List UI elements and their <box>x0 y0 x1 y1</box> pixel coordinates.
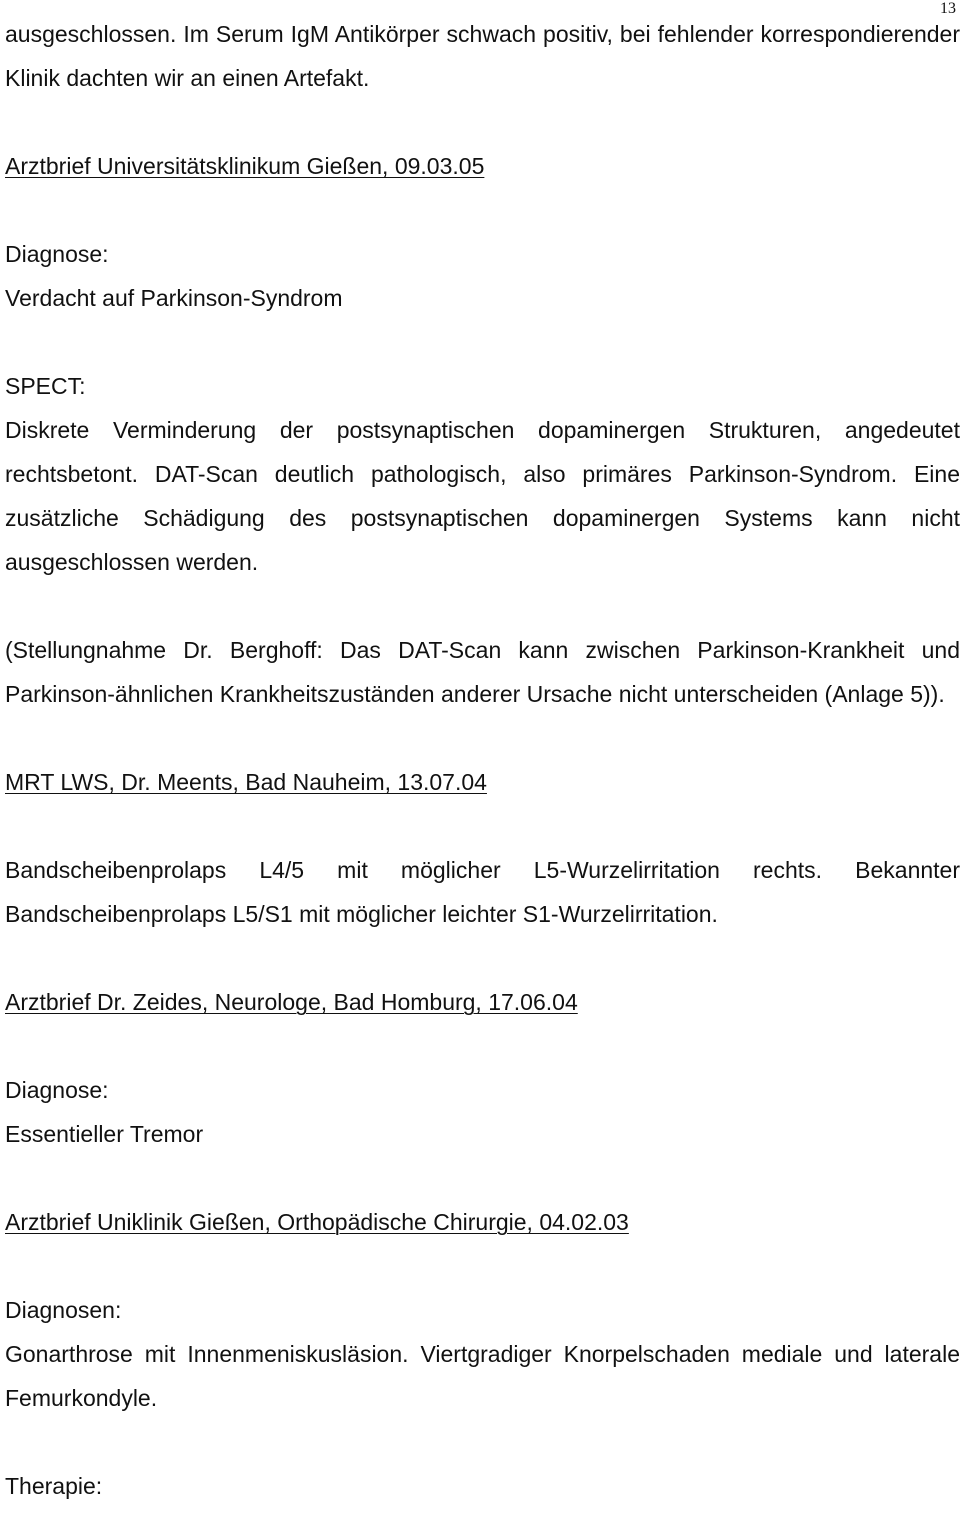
section-heading-giessen-2005: Arztbrief Universitätsklinikum Gießen, 09.03.05 <box>5 153 485 179</box>
page-number: 13 <box>940 0 956 17</box>
section-heading-mrt-lws: MRT LWS, Dr. Meents, Bad Nauheim, 13.07.04 <box>5 769 487 795</box>
zeides-diagnose-label: Diagnose: <box>5 1077 109 1103</box>
diagnosen-label: Diagnosen: <box>5 1297 122 1323</box>
diagnose-label: Diagnose: <box>5 241 109 267</box>
zeides-diagnose-text: Essentieller Tremor <box>5 1121 204 1147</box>
stellungnahme-paragraph: (Stellungnahme Dr. Berghoff: Das DAT-Scan kann zwischen Parkinson-Krankheit und Parkinson-ähnlichen Krankheitszuständen anderer Ursache nicht unterscheiden (Anlage 5)). <box>5 637 960 707</box>
diagnosen-text: Gonarthrose mit Innenmeniskusläsion. Viertgradiger Knorpelschaden mediale und laterale Femurkondyle. <box>5 1341 960 1411</box>
intro-paragraph: ausgeschlossen. Im Serum IgM Antikörper schwach positiv, bei fehlender korrespondierender Klinik dachten wir an einen Artefakt. <box>5 21 960 91</box>
spect-text: Diskrete Verminderung der postsynaptischen dopaminergen Strukturen, angedeutet rechtsbetont. DAT-Scan deutlich pathologisch, also primäres Parkinson-Syndrom. Eine zusätzliche Schädigung des postsynaptischen dopaminergen Systems kann nicht ausgeschlossen werden. <box>5 417 960 575</box>
spect-label: SPECT: <box>5 373 86 399</box>
page-content <box>5 12 960 1508</box>
mrt-text: Bandscheibenprolaps L4/5 mit möglicher L5-Wurzelirritation rechts. Bekannter Bandscheibenprolaps L5/S1 mit möglicher leichter S1-Wurzelirritation. <box>5 857 960 927</box>
therapie-label: Therapie: <box>5 1473 103 1499</box>
diagnose-text: Verdacht auf Parkinson-Syndrom <box>5 285 343 311</box>
section-heading-zeides: Arztbrief Dr. Zeides, Neurologe, Bad Homburg, 17.06.04 <box>5 989 578 1015</box>
section-heading-orthopaedie: Arztbrief Uniklinik Gießen, Orthopädische Chirurgie, 04.02.03 <box>5 1209 629 1235</box>
